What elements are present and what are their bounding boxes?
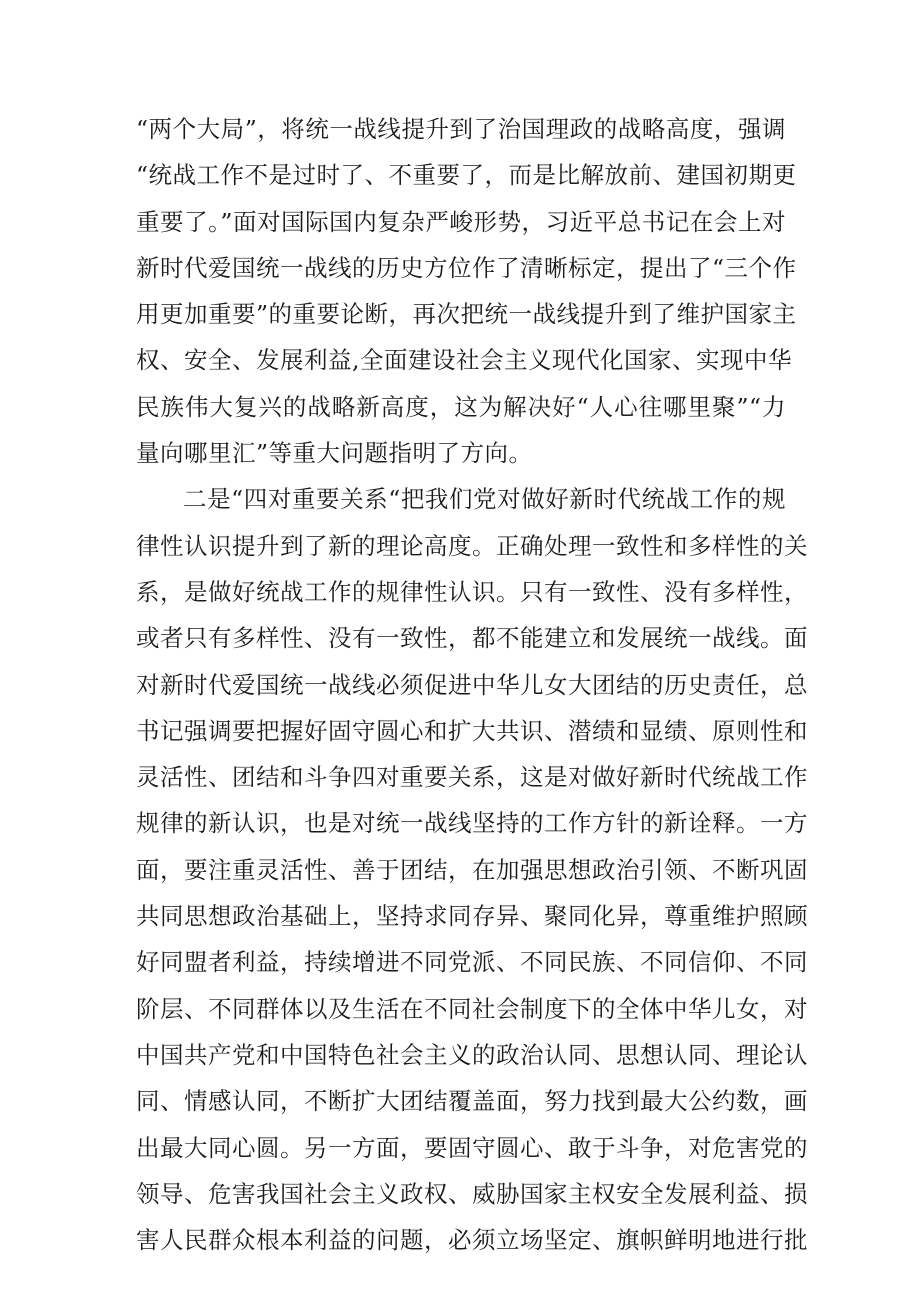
- text-line: 量向哪里汇”等重大问题指明了方向。: [136, 439, 533, 468]
- text-line: 书记强调要把握好固守圆心和扩大共识、潜绩和显绩、原则性和: [136, 716, 808, 745]
- text-line: 同、情感认同，不断扩大团结覆盖面，努力找到最大公约数，画: [136, 1087, 808, 1116]
- text-line: 害人民群众根本利益的问题，必须立场坚定、旗帜鲜明地进行批: [136, 1226, 808, 1255]
- text-line: 或者只有多样性、没有一致性，都不能建立和发展统一战线。面: [136, 624, 808, 653]
- text-line: 律性认识提升到了新的理论高度。正确处理一致性和多样性的关: [136, 531, 808, 560]
- text-line: 共同思想政治基础上，坚持求同存异、聚同化异，尊重维护照顾: [136, 902, 808, 931]
- text-line: 阶层、不同群体以及生活在不同社会制度下的全体中华儿女，对: [136, 994, 808, 1023]
- text-line: 系，是做好统战工作的规律性认识。只有一致性、没有多样性，: [136, 577, 808, 606]
- text-line: 出最大同心圆。另一方面，要固守圆心、敢于斗争，对危害党的: [136, 1133, 808, 1162]
- text-line: 中国共产党和中国特色社会主义的政治认同、思想认同、理论认: [136, 1040, 808, 1069]
- text-line: 重要了。”面对国际国内复杂严峻形势，习近平总书记在会上对: [136, 207, 786, 236]
- text-line: “统战工作不是过时了、不重要了，而是比解放前、建国初期更: [136, 161, 797, 190]
- text-line: 新时代爱国统一战线的历史方位作了清晰标定，提出了“三个作: [136, 253, 797, 282]
- text-line: 面，要注重灵活性、善于团结，在加强思想政治引领、不断巩固: [136, 855, 808, 884]
- text-line: 对新时代爱国统一战线必须促进中华儿女大团结的历史责任，总: [136, 670, 808, 699]
- text-line: “两个大局”，将统一战线提升到了治国理政的战略高度，强调: [136, 115, 786, 143]
- text-line: 民族伟大复兴的战略新高度，这为解决好“人心往哪里聚”“力: [136, 392, 786, 421]
- text-line: 用更加重要”的重要论断，再次把统一战线提升到了维护国家主: [136, 300, 797, 329]
- paragraph-start-line: 二是“四对重要关系“把我们党对做好新时代统战工作的规: [183, 485, 786, 514]
- text-line: 灵活性、团结和斗争四对重要关系，这是对做好新时代统战工作: [136, 763, 808, 792]
- text-line: 权、安全、发展利益,全面建设社会主义现代化国家、实现中华: [136, 346, 792, 375]
- text-line: 规律的新认识，也是对统一战线坚持的工作方针的新诠释。一方: [136, 809, 808, 838]
- document-body: [136, 106, 808, 1263]
- text-line: 好同盟者利益，持续增进不同党派、不同民族、不同信仰、不同: [136, 948, 808, 977]
- text-line: 领导、危害我国社会主义政权、威胁国家主权安全发展利益、损: [136, 1179, 808, 1208]
